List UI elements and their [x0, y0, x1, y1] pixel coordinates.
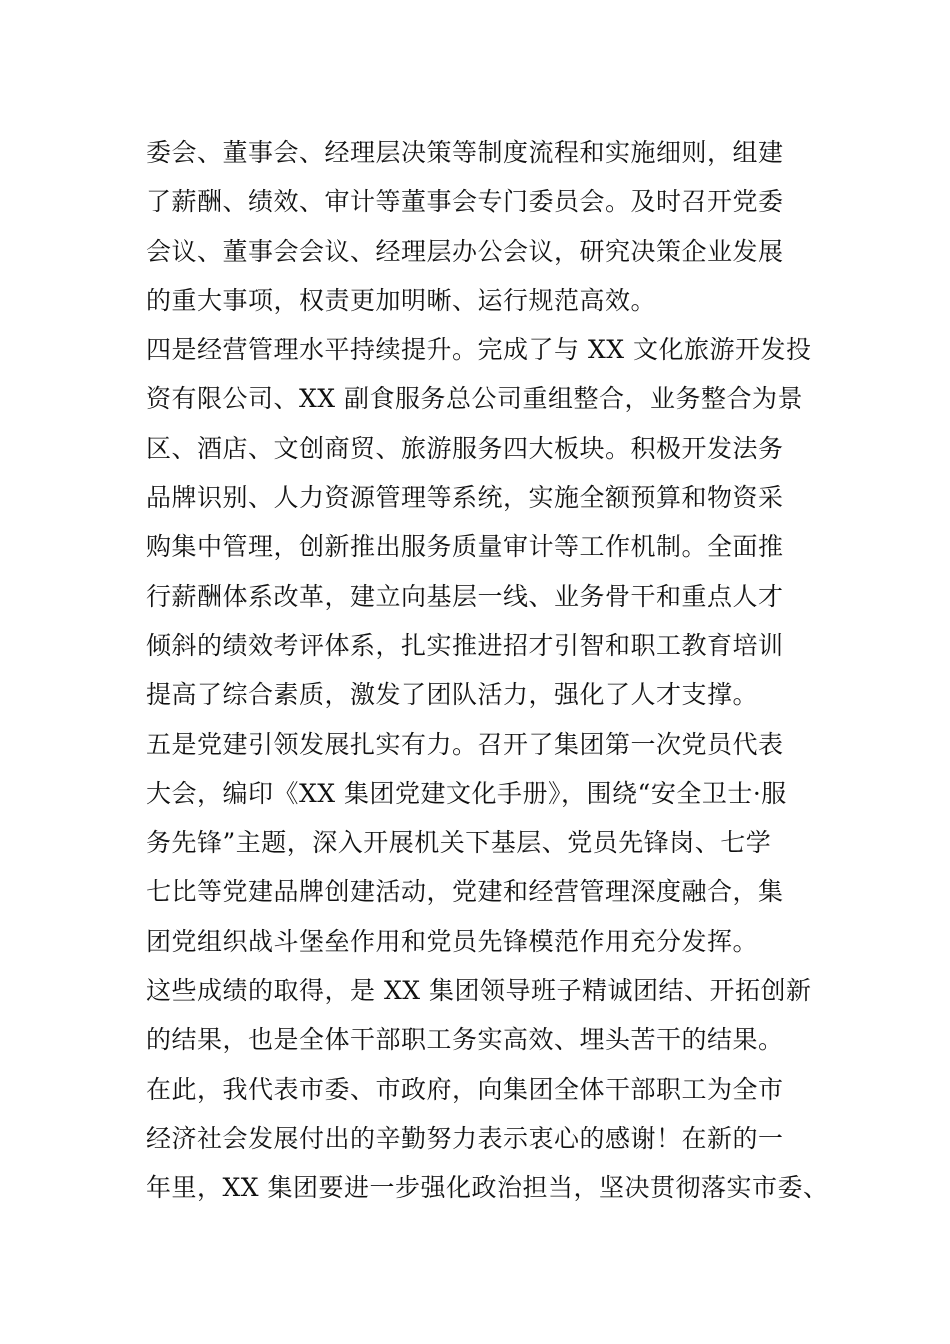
document-body — [146, 128, 834, 1213]
text-line: 在此，我代表市委、市政府，向集团全体干部职工为全市 — [146, 1074, 784, 1104]
text-line: 年里，XX 集团要进一步强化政治担当，坚决贯彻落实市委、 — [146, 1173, 829, 1203]
text-line: 七比等党建品牌创建活动，党建和经营管理深度融合，集 — [146, 877, 784, 907]
text-line: 五是党建引领发展扎实有力。召开了集团第一次党员代表 — [146, 729, 784, 759]
text-line: 倾斜的绩效考评体系，扎实推进招才引智和职工教育培训 — [146, 630, 784, 660]
text-line: 团党组织战斗堡垒作用和党员先锋模范作用充分发挥。 — [146, 926, 759, 956]
text-line: 委会、董事会、经理层决策等制度流程和实施细则，组建 — [146, 138, 784, 167]
text-line: 务先锋”主题，深入开展机关下基层、党员先锋岗、七学 — [146, 828, 772, 858]
text-line: 经济社会发展付出的辛勤努力表示衷心的感谢！在新的一 — [146, 1123, 784, 1153]
text-line: 购集中管理，创新推出服务质量审计等工作机制。全面推 — [146, 532, 784, 562]
text-line: 的结果，也是全体干部职工务实高效、埋头苦干的结果。 — [146, 1025, 784, 1055]
text-line: 了薪酬、绩效、审计等董事会专门委员会。及时召开党委 — [146, 187, 784, 217]
text-line: 的重大事项，权责更加明晰、运行规范高效。 — [146, 285, 657, 315]
text-line: 大会，编印《XX 集团党建文化手册》，围绕“安全卫士·服 — [146, 778, 787, 808]
text-line: 区、酒店、文创商贸、旅游服务四大板块。积极开发法务 — [146, 433, 784, 463]
text-line: 行薪酬体系改革，建立向基层一线、业务骨干和重点人才 — [146, 581, 784, 611]
text-line: 会议、董事会会议、经理层办公会议，研究决策企业发展 — [146, 236, 784, 266]
text-line: 这些成绩的取得，是 XX 集团领导班子精诚团结、开拓创新 — [146, 976, 812, 1006]
text-line: 提高了综合素质，激发了团队活力，强化了人才支撑。 — [146, 680, 759, 710]
text-line: 品牌识别、人力资源管理等系统，实施全额预算和物资采 — [146, 483, 784, 513]
text-line: 资有限公司、XX 副食服务总公司重组整合，业务整合为景 — [146, 384, 804, 414]
text-line: 四是经营管理水平持续提升。完成了与 XX 文化旅游开发投 — [146, 335, 812, 365]
